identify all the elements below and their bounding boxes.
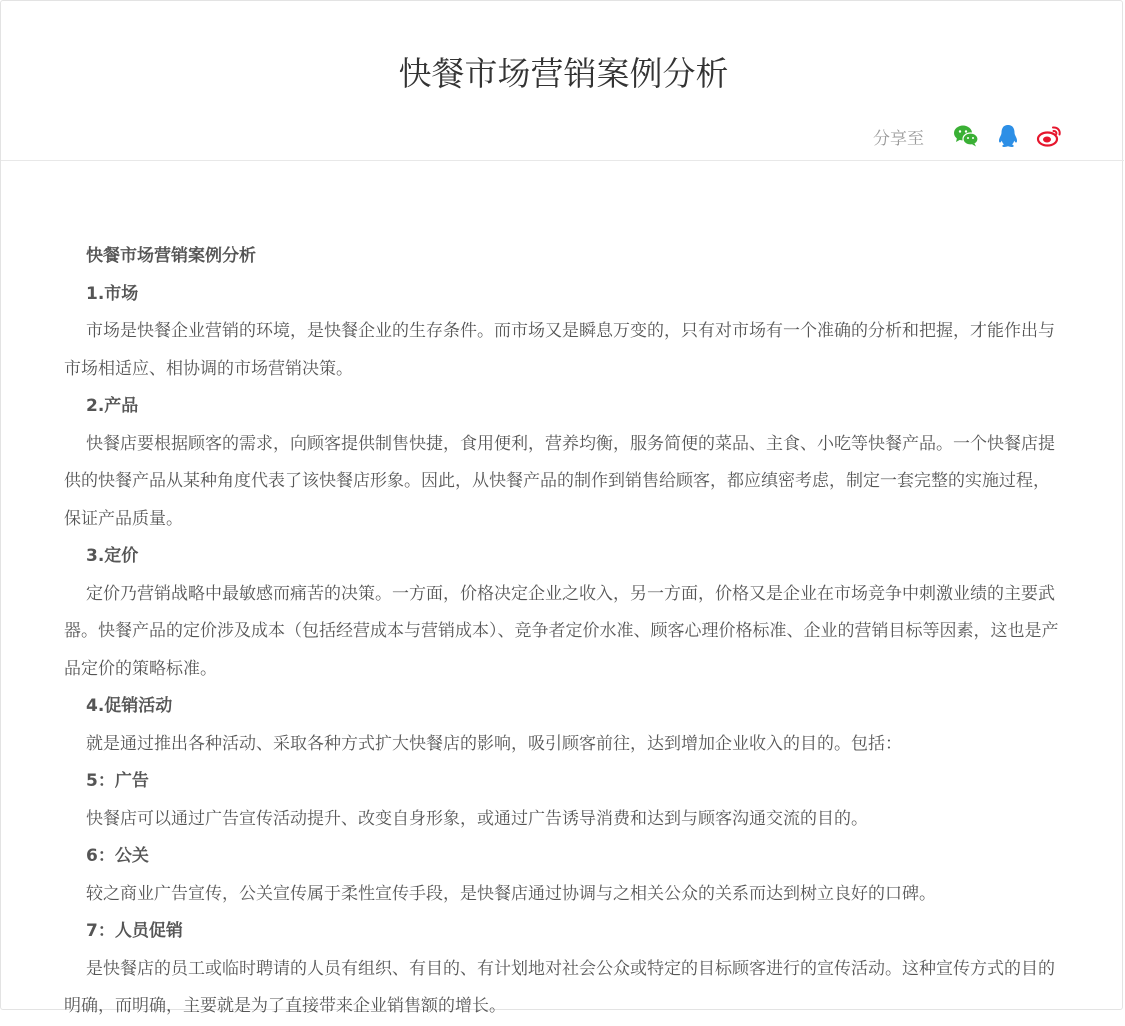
paragraph-promotion: 就是通过推出各种活动、采取各种方式扩大快餐店的影响，吸引顾客前往，达到增加企业收入的目的。包括： xyxy=(86,733,902,754)
section-heading-pricing: 3.定价 xyxy=(86,546,139,566)
paragraph-pr: 较之商业广告宣传，公关宣传属于柔性宣传手段，是快餐店通过协调与之相关公众的关系而达到树立良好的口碑。 xyxy=(86,883,936,904)
section-heading-pr: 6：公关 xyxy=(86,846,149,866)
paragraph-personnel: 是快餐店的员工或临时聘请的人员有组织、有目的、有计划地对社会公众或特定的目标顾客进行的宣传活动。这种宣传方式的目的明确，而明确，主要就是为了直接带来企业销售额的增长。 xyxy=(64,958,1055,1016)
section-heading-personnel: 7：人员促销 xyxy=(86,921,183,941)
body-heading: 快餐市场营销案例分析 xyxy=(86,246,256,266)
section-heading-promotion: 4.促销活动 xyxy=(86,696,173,716)
page-title: 快餐市场营销案例分析 xyxy=(398,54,729,93)
section-heading-market: 1.市场 xyxy=(86,283,139,304)
qq-icon[interactable] xyxy=(994,122,1022,150)
paragraph-advertising: 快餐店可以通过广告宣传活动提升、改变自身形象，或通过广告诱导消费和达到与顾客沟通交流的目的。 xyxy=(86,808,868,829)
paragraph-product: 快餐店要根据顾客的需求，向顾客提供制售快捷，食用便利，营养均衡，服务简便的菜品、主食、小吃等快餐产品。一个快餐店提供的快餐产品从某种角度代表了该快餐店形象。因此，从快餐产品的制作到销售给顾客，都应缜密考虑，制定一套完整的实施过程，保证产品质量。 xyxy=(64,433,1055,529)
section-heading-advertising: 5：广告 xyxy=(86,771,149,791)
weibo-icon[interactable] xyxy=(1036,122,1064,150)
article-header xyxy=(1,1,1124,161)
wechat-icon[interactable] xyxy=(952,122,980,150)
paragraph-market: 市场是快餐企业营销的环境，是快餐企业的生存条件。而市场又是瞬息万变的，只有对市场有一个准确的分析和把握，才能作出与市场相适应、相协调的市场营销决策。 xyxy=(64,321,1055,379)
section-heading-product: 2.产品 xyxy=(86,396,139,416)
paragraph-pricing: 定价乃营销战略中最敏感而痛苦的决策。一方面，价格决定企业之收入，另一方面，价格又是企业在市场竞争中刺激业绩的主要武器。快餐产品的定价涉及成本（包括经营成本与营销成本）、竞争者定价水准、顾客心理价格标准、企业的营销目标等因素，这也是产品定价的策略标准。 xyxy=(64,583,1059,679)
share-label: 分享至 xyxy=(873,128,924,149)
article-body xyxy=(64,238,1064,1026)
share-bar xyxy=(873,121,1064,151)
